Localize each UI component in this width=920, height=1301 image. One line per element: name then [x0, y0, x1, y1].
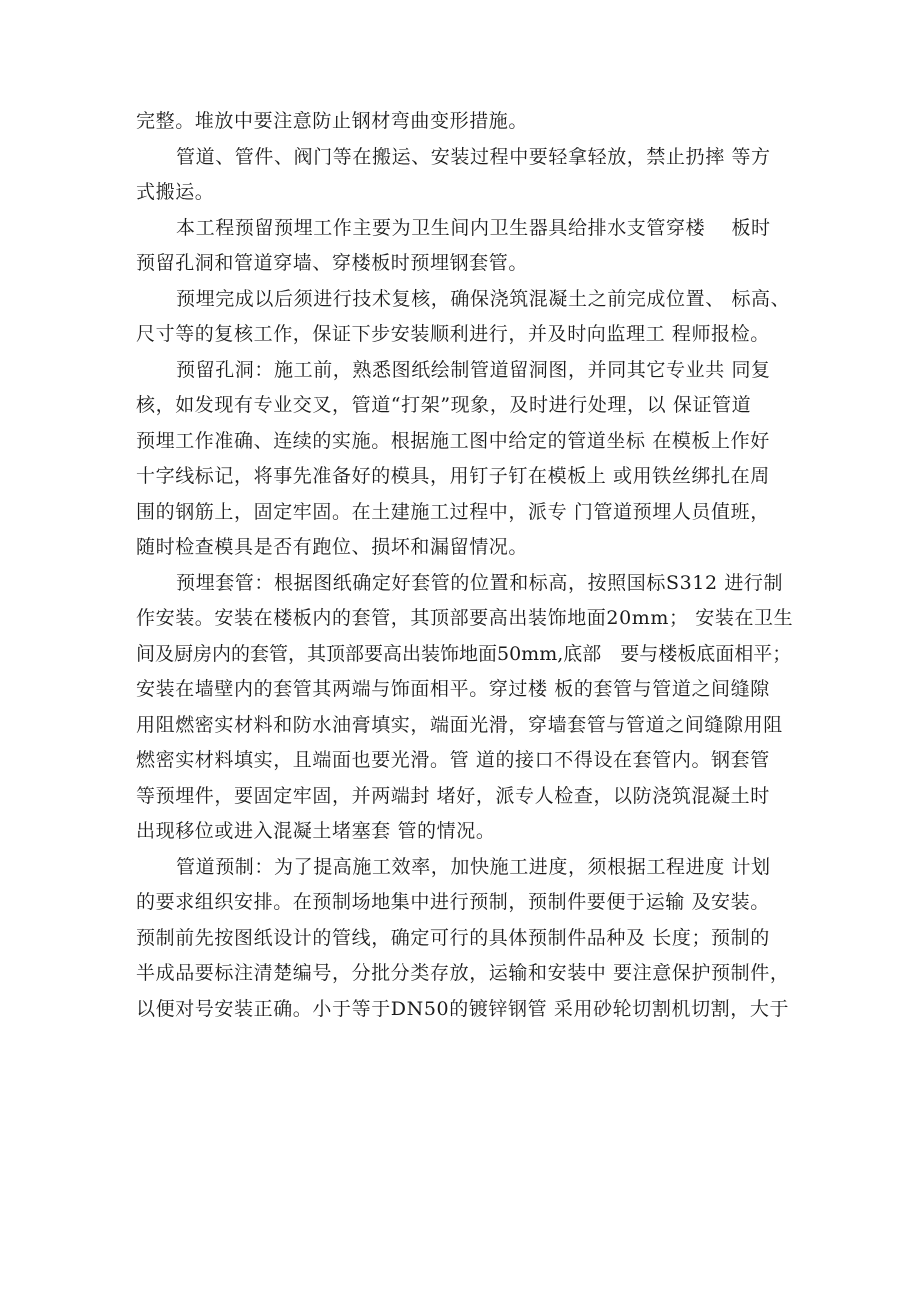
text-line: 燃密实材料填实，且端面也要光滑。管 道的接口不得设在套管内。钢套管	[136, 749, 770, 771]
text-line: 十字线标记，将事先准备好的模具，用钉子钉在模板上 或用铁丝绑扎在周	[136, 465, 770, 487]
text-line: 的要求组织安排。在预制场地集中进行预制，预制件要便于运输 及安装。	[136, 891, 770, 913]
text-line: 预制前先按图纸设计的管线，确定可行的具体预制件品种及 长度；预制的	[136, 926, 770, 949]
text-line: 管道、管件、阀门等在搬运、安装过程中要轻拿轻放，禁止扔摔 等方	[176, 145, 771, 168]
text-line: 安装在墙壁内的套管其两端与饰面相平。穿过楼 板的套管与管道之间缝隙	[136, 678, 770, 700]
text-line: 预留孔洞和管道穿墙、穿楼板时预埋钢套管。	[136, 252, 529, 274]
text-line: 式搬运。	[136, 181, 215, 203]
text-line: 完整。堆放中要注意防止钢材弯曲变形措施。	[136, 110, 529, 132]
text-line: 尺寸等的复核工作，保证下步安装顺利进行，并及时向监理工 程师报检。	[136, 323, 770, 345]
text-line: 随时检查模具是否有跑位、损坏和漏留情况。	[136, 536, 529, 558]
text-line: 间及厨房内的套管，其顶部要高出装饰地面50mm,底部 要与楼板底面相平；	[136, 642, 792, 665]
text-line: 预埋完成以后须进行技术复核，确保浇筑混凝土之前完成位置、 标高、	[176, 287, 791, 310]
text-line: 围的钢筋上，固定牢固。在土建施工过程中，派专 门管道预埋人员值班，	[136, 500, 770, 523]
text-line: 本工程预留预埋工作主要为卫生间内卫生器具给排水支管穿楼 板时	[176, 216, 771, 239]
text-line: 出现移位或进入混凝土堵塞套 管的情况。	[136, 820, 496, 842]
text-line: 预埋套管：根据图纸确定好套管的位置和标高，按照国标S312 进行制	[176, 571, 784, 594]
text-line: 预埋工作准确、连续的实施。根据施工图中给定的管道坐标 在模板上作好	[136, 429, 770, 452]
text-line: 等预埋件，要固定牢固，并两端封 堵好，派专人检查，以防浇筑混凝土时	[136, 784, 770, 807]
text-line: 半成品要标注清楚编号，分批分类存放，运输和安装中 要注意保护预制件，	[136, 962, 790, 984]
text-line: 以便对号安装正确。小于等于DN50的镀锌钢管 采用砂轮切割机切割，大于	[136, 997, 790, 1020]
text-line: 管道预制：为了提高施工效率，加快施工进度，须根据工程进度 计划	[176, 855, 771, 878]
text-line: 作安装。安装在楼板内的套管，其顶部要高出装饰地面20mm； 安装在卫生	[136, 607, 794, 629]
document-body	[136, 104, 796, 1027]
text-line: 用阻燃密实材料和防水油膏填实，端面光滑，穿墙套管与管道之间缝隙用阻	[136, 713, 783, 736]
text-line: 核，如发现有专业交叉，管道“打架”现象，及时进行处理，以 保证管道	[136, 394, 752, 416]
text-line: 预留孔洞：施工前，熟悉图纸绘制管道留洞图，并同其它专业共 同复	[176, 358, 771, 381]
